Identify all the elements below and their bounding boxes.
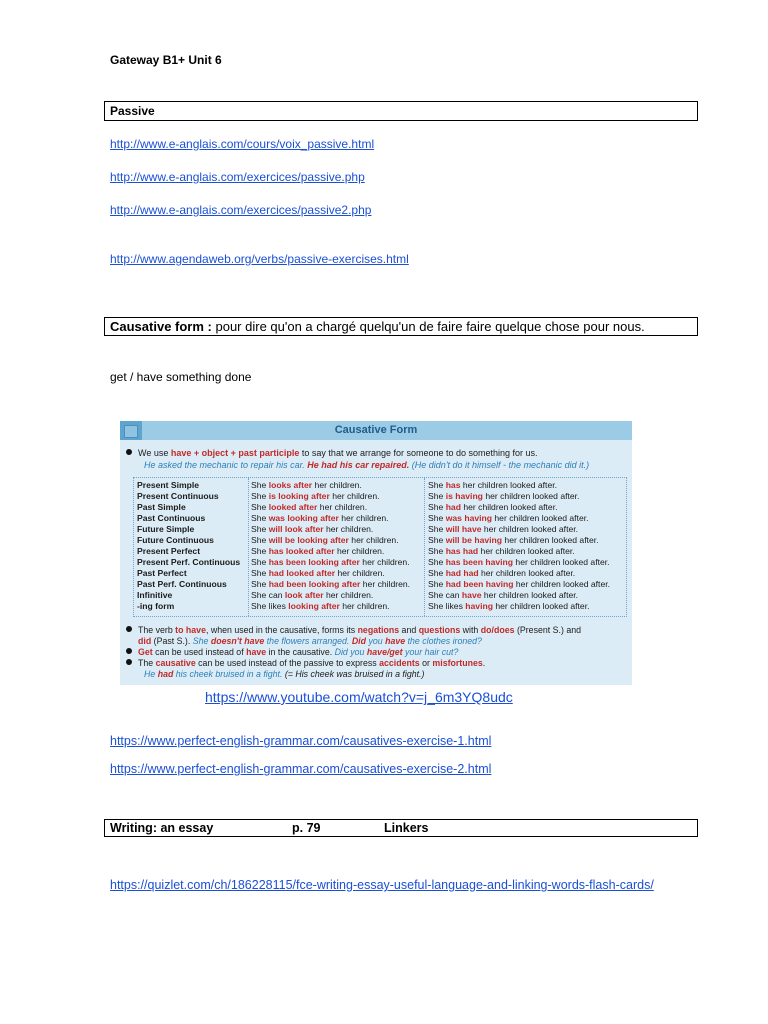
- active-text: She: [251, 491, 269, 501]
- active-text: her children.: [348, 535, 399, 545]
- note-highlight: do/does: [480, 625, 515, 635]
- tense-label: Present Perfect: [137, 546, 201, 556]
- causative-example: [428, 568, 575, 579]
- tense-label: Infinitive: [137, 590, 173, 600]
- note-2: [126, 647, 458, 657]
- causative-example: [428, 590, 578, 601]
- writing-heading: Writing: an essay: [110, 821, 214, 835]
- note-example-highlight: have/get: [366, 647, 403, 657]
- causative-verb: has had: [445, 546, 479, 556]
- table-row: [134, 546, 628, 557]
- active-verb: was looking after: [268, 513, 339, 523]
- bullet-icon: [126, 626, 132, 632]
- causative-text: her children looked after.: [478, 568, 576, 578]
- causative-text: her children looked after.: [481, 524, 579, 534]
- active-text: She: [251, 513, 269, 523]
- causative-verb: had been having: [445, 579, 514, 589]
- causative-text: her children looked after.: [513, 579, 610, 589]
- causative-example: [428, 546, 575, 557]
- note-text: The verb: [138, 625, 176, 635]
- causative-text: She: [428, 524, 446, 534]
- active-text: She: [251, 480, 269, 490]
- causative-form-chart: [120, 421, 632, 685]
- causative-heading-bold: Causative form :: [110, 319, 212, 334]
- note-highlight: to have: [175, 625, 206, 635]
- active-text: She: [251, 535, 269, 545]
- note-highlight: Get: [138, 647, 153, 657]
- active-example: [251, 590, 373, 601]
- note-text: or: [419, 658, 433, 668]
- causative-example: [428, 491, 579, 502]
- causative-verb: have: [461, 590, 482, 600]
- tense-label: Present Perf. Continuous: [137, 557, 241, 567]
- note-text: .: [482, 658, 486, 668]
- note-text: with: [460, 625, 481, 635]
- active-example: [251, 535, 399, 546]
- bullet-icon: [126, 648, 132, 654]
- causative-text: her children looked after.: [492, 601, 590, 611]
- active-verb: looked after: [268, 502, 318, 512]
- tense-label: Past Simple: [137, 502, 186, 512]
- note-text: can be used instead of: [152, 647, 247, 657]
- active-text: her children.: [360, 579, 411, 589]
- active-text: her children.: [329, 491, 380, 501]
- active-example: [251, 513, 389, 524]
- active-example: [251, 502, 367, 513]
- active-text: her children.: [339, 601, 390, 611]
- note-example-highlight: had: [157, 669, 174, 679]
- causative-text: She likes: [428, 601, 466, 611]
- active-verb: is looking after: [268, 491, 330, 501]
- active-verb: looks after: [268, 480, 313, 490]
- causative-table: [133, 477, 627, 617]
- causative-text: She: [428, 535, 446, 545]
- tense-label: Past Perfect: [137, 568, 187, 578]
- active-verb: has been looking after: [268, 557, 360, 567]
- table-row: [134, 524, 628, 535]
- active-example: [251, 601, 390, 612]
- causative-example: [428, 480, 557, 491]
- causative-verb: was having: [445, 513, 493, 523]
- note-example: the flowers arranged.: [264, 636, 352, 646]
- causative-exercise-link-2[interactable]: https://www.perfect-english-grammar.com/causatives-exercise-2.html: [110, 762, 492, 776]
- active-verb: looking after: [288, 601, 340, 611]
- passive-heading: Passive: [110, 104, 155, 118]
- causative-exercise-link-1[interactable]: https://www.perfect-english-grammar.com/causatives-exercise-1.html: [110, 734, 492, 748]
- panel-header: [120, 421, 632, 440]
- active-text: She: [251, 579, 269, 589]
- causative-text: She: [428, 513, 446, 523]
- quizlet-link[interactable]: https://quizlet.com/ch/186228115/fce-writing-essay-useful-language-and-linking-words-flash-cards/: [110, 878, 654, 892]
- tense-label: Past Perf. Continuous: [137, 579, 227, 589]
- intro-example-2: (He didn't do it himself - the mechanic did it.): [409, 460, 590, 470]
- causative-verb: is having: [445, 491, 483, 501]
- causative-example: [428, 502, 557, 513]
- causative-text: She: [428, 568, 446, 578]
- active-text: She: [251, 546, 269, 556]
- active-text: She: [251, 568, 269, 578]
- active-text: her children.: [323, 590, 374, 600]
- table-row: [134, 513, 628, 524]
- table-row: [134, 579, 628, 590]
- table-row: [134, 601, 628, 612]
- writing-linkers: Linkers: [384, 821, 429, 835]
- active-verb: look after: [284, 590, 324, 600]
- note-1-line-2: [138, 636, 482, 646]
- active-verb: will look after: [268, 524, 324, 534]
- active-text: her children.: [323, 524, 374, 534]
- causative-example: [428, 601, 589, 612]
- active-example: [251, 579, 410, 590]
- note-text: (Past S.).: [151, 636, 193, 646]
- note-text: The: [138, 658, 156, 668]
- causative-heading: [110, 319, 645, 334]
- writing-page: p. 79: [292, 821, 321, 835]
- causative-text: her children looked after.: [460, 480, 557, 490]
- writing-heading-box: [104, 819, 698, 837]
- active-text: her children.: [338, 513, 389, 523]
- intro-example-1: He asked the mechanic to repair his car.: [144, 460, 308, 470]
- panel-intro-example: [144, 460, 589, 470]
- causative-text: her children looked after.: [502, 535, 599, 545]
- tense-label: Future Simple: [137, 524, 195, 534]
- intro-text-1: We use: [138, 448, 171, 458]
- active-text: She can: [251, 590, 285, 600]
- causative-heading-box: [104, 317, 698, 336]
- table-row: [134, 480, 628, 491]
- active-verb: has looked after: [268, 546, 335, 556]
- causative-text: She: [428, 480, 446, 490]
- causative-verb: had had: [445, 568, 479, 578]
- active-text: her children.: [317, 502, 368, 512]
- note-highlight: did: [138, 636, 152, 646]
- note-highlight: questions: [418, 625, 461, 635]
- note-highlight: have: [246, 647, 267, 657]
- causative-text: She: [428, 546, 446, 556]
- note-3-line-2: [144, 669, 424, 679]
- note-text: , when used in the causative, forms its: [205, 625, 358, 635]
- causative-verb: has: [445, 480, 461, 490]
- note-example: Did you: [334, 647, 367, 657]
- note-text: (Present S.) and: [514, 625, 582, 635]
- causative-verb: has been having: [445, 557, 514, 567]
- note-example-highlight: doesn't have: [210, 636, 265, 646]
- active-example: [251, 491, 380, 502]
- bullet-icon: [126, 449, 132, 455]
- table-row: [134, 557, 628, 568]
- panel-title: Causative Form: [334, 424, 418, 436]
- note-highlight: causative: [155, 658, 196, 668]
- note-example: his cheek bruised in a fight.: [173, 669, 283, 679]
- note-highlight: misfortunes: [432, 658, 483, 668]
- active-text: She: [251, 524, 269, 534]
- note-1-line-1: [126, 625, 581, 635]
- note-example: the clothes ironed?: [405, 636, 482, 646]
- note-example: She: [192, 636, 211, 646]
- passive-link-1[interactable]: http://www.e-anglais.com/cours/voix_passive.html: [110, 137, 375, 151]
- note-highlight: accidents: [379, 658, 420, 668]
- active-text: her children.: [359, 557, 410, 567]
- causative-text: her children looked after.: [481, 590, 579, 600]
- active-example: [251, 546, 384, 557]
- causative-example: [428, 513, 589, 524]
- note-example-highlight: have: [385, 636, 406, 646]
- table-row: [134, 491, 628, 502]
- note-text: in the causative.: [266, 647, 335, 657]
- active-example: [251, 480, 362, 491]
- causative-text: her children looked after.: [513, 557, 610, 567]
- causative-verb: will have: [445, 524, 482, 534]
- note-example: your hair cut?: [402, 647, 459, 657]
- causative-text: her children looked after.: [492, 513, 589, 523]
- note-example: He: [144, 669, 158, 679]
- active-text: She: [251, 502, 269, 512]
- tense-label: Present Simple: [137, 480, 200, 490]
- intro-highlight: have + object + past participle: [170, 448, 300, 458]
- causative-verb: had: [445, 502, 461, 512]
- causative-text: her children looked after.: [478, 546, 575, 556]
- active-example: [251, 557, 410, 568]
- passive-link-3[interactable]: http://www.e-anglais.com/exercices/passive2.php: [110, 203, 372, 217]
- active-text: She likes: [251, 601, 289, 611]
- note-example: you: [366, 636, 386, 646]
- causative-text: She can: [428, 590, 462, 600]
- tense-label: Past Continuous: [137, 513, 206, 523]
- active-verb: will be looking after: [268, 535, 349, 545]
- causative-example: [428, 524, 578, 535]
- causative-text: She: [428, 579, 446, 589]
- causative-example: [428, 557, 610, 568]
- active-example: [251, 524, 373, 535]
- active-text: her children.: [334, 546, 385, 556]
- intro-example-highlight: He had his car repaired.: [307, 460, 410, 470]
- causative-text: She: [428, 491, 446, 501]
- causative-heading-rest: pour dire qu'on a chargé quelqu'un de faire faire quelque chose pour nous.: [211, 319, 645, 334]
- tense-label: -ing form: [137, 601, 175, 611]
- document-title: Gateway B1+ Unit 6: [110, 53, 222, 67]
- bullet-icon: [126, 659, 132, 665]
- note-3-line-1: [126, 658, 485, 668]
- passive-link-4[interactable]: http://www.agendaweb.org/verbs/passive-exercises.html: [110, 252, 409, 266]
- causative-text: She: [428, 502, 446, 512]
- causative-text: her children looked after.: [460, 502, 558, 512]
- active-verb: had looked after: [268, 568, 336, 578]
- causative-verb: will be having: [445, 535, 503, 545]
- active-text: She: [251, 557, 269, 567]
- causative-verb: having: [465, 601, 493, 611]
- note-example-explanation: (= His cheek was bruised in a fight.): [282, 669, 425, 679]
- causative-example: [428, 535, 599, 546]
- table-row: [134, 568, 628, 579]
- intro-text-2: to say that we arrange for someone to do something for us.: [299, 448, 538, 458]
- active-example: [251, 568, 385, 579]
- causative-example: [428, 579, 610, 590]
- active-verb: had been looking after: [268, 579, 361, 589]
- causative-text: She: [428, 557, 446, 567]
- passive-heading-box: [104, 101, 698, 121]
- table-row: [134, 590, 628, 601]
- passive-link-2[interactable]: http://www.e-anglais.com/exercices/passive.php: [110, 170, 365, 184]
- active-text: her children.: [312, 480, 362, 490]
- note-example-highlight: Did: [351, 636, 366, 646]
- note-text: and: [399, 625, 419, 635]
- table-row: [134, 502, 628, 513]
- youtube-link[interactable]: https://www.youtube.com/watch?v=j_6m3YQ8udc: [205, 689, 513, 705]
- tense-label: Present Continuous: [137, 491, 219, 501]
- tense-label: Future Continuous: [137, 535, 214, 545]
- causative-text: her children looked after.: [482, 491, 580, 501]
- causative-subtitle: get / have something done: [110, 370, 252, 384]
- panel-intro-rule: [126, 448, 538, 458]
- table-row: [134, 535, 628, 546]
- note-text: can be used instead of the passive to express: [195, 658, 380, 668]
- note-highlight: negations: [357, 625, 400, 635]
- active-text: her children.: [335, 568, 385, 578]
